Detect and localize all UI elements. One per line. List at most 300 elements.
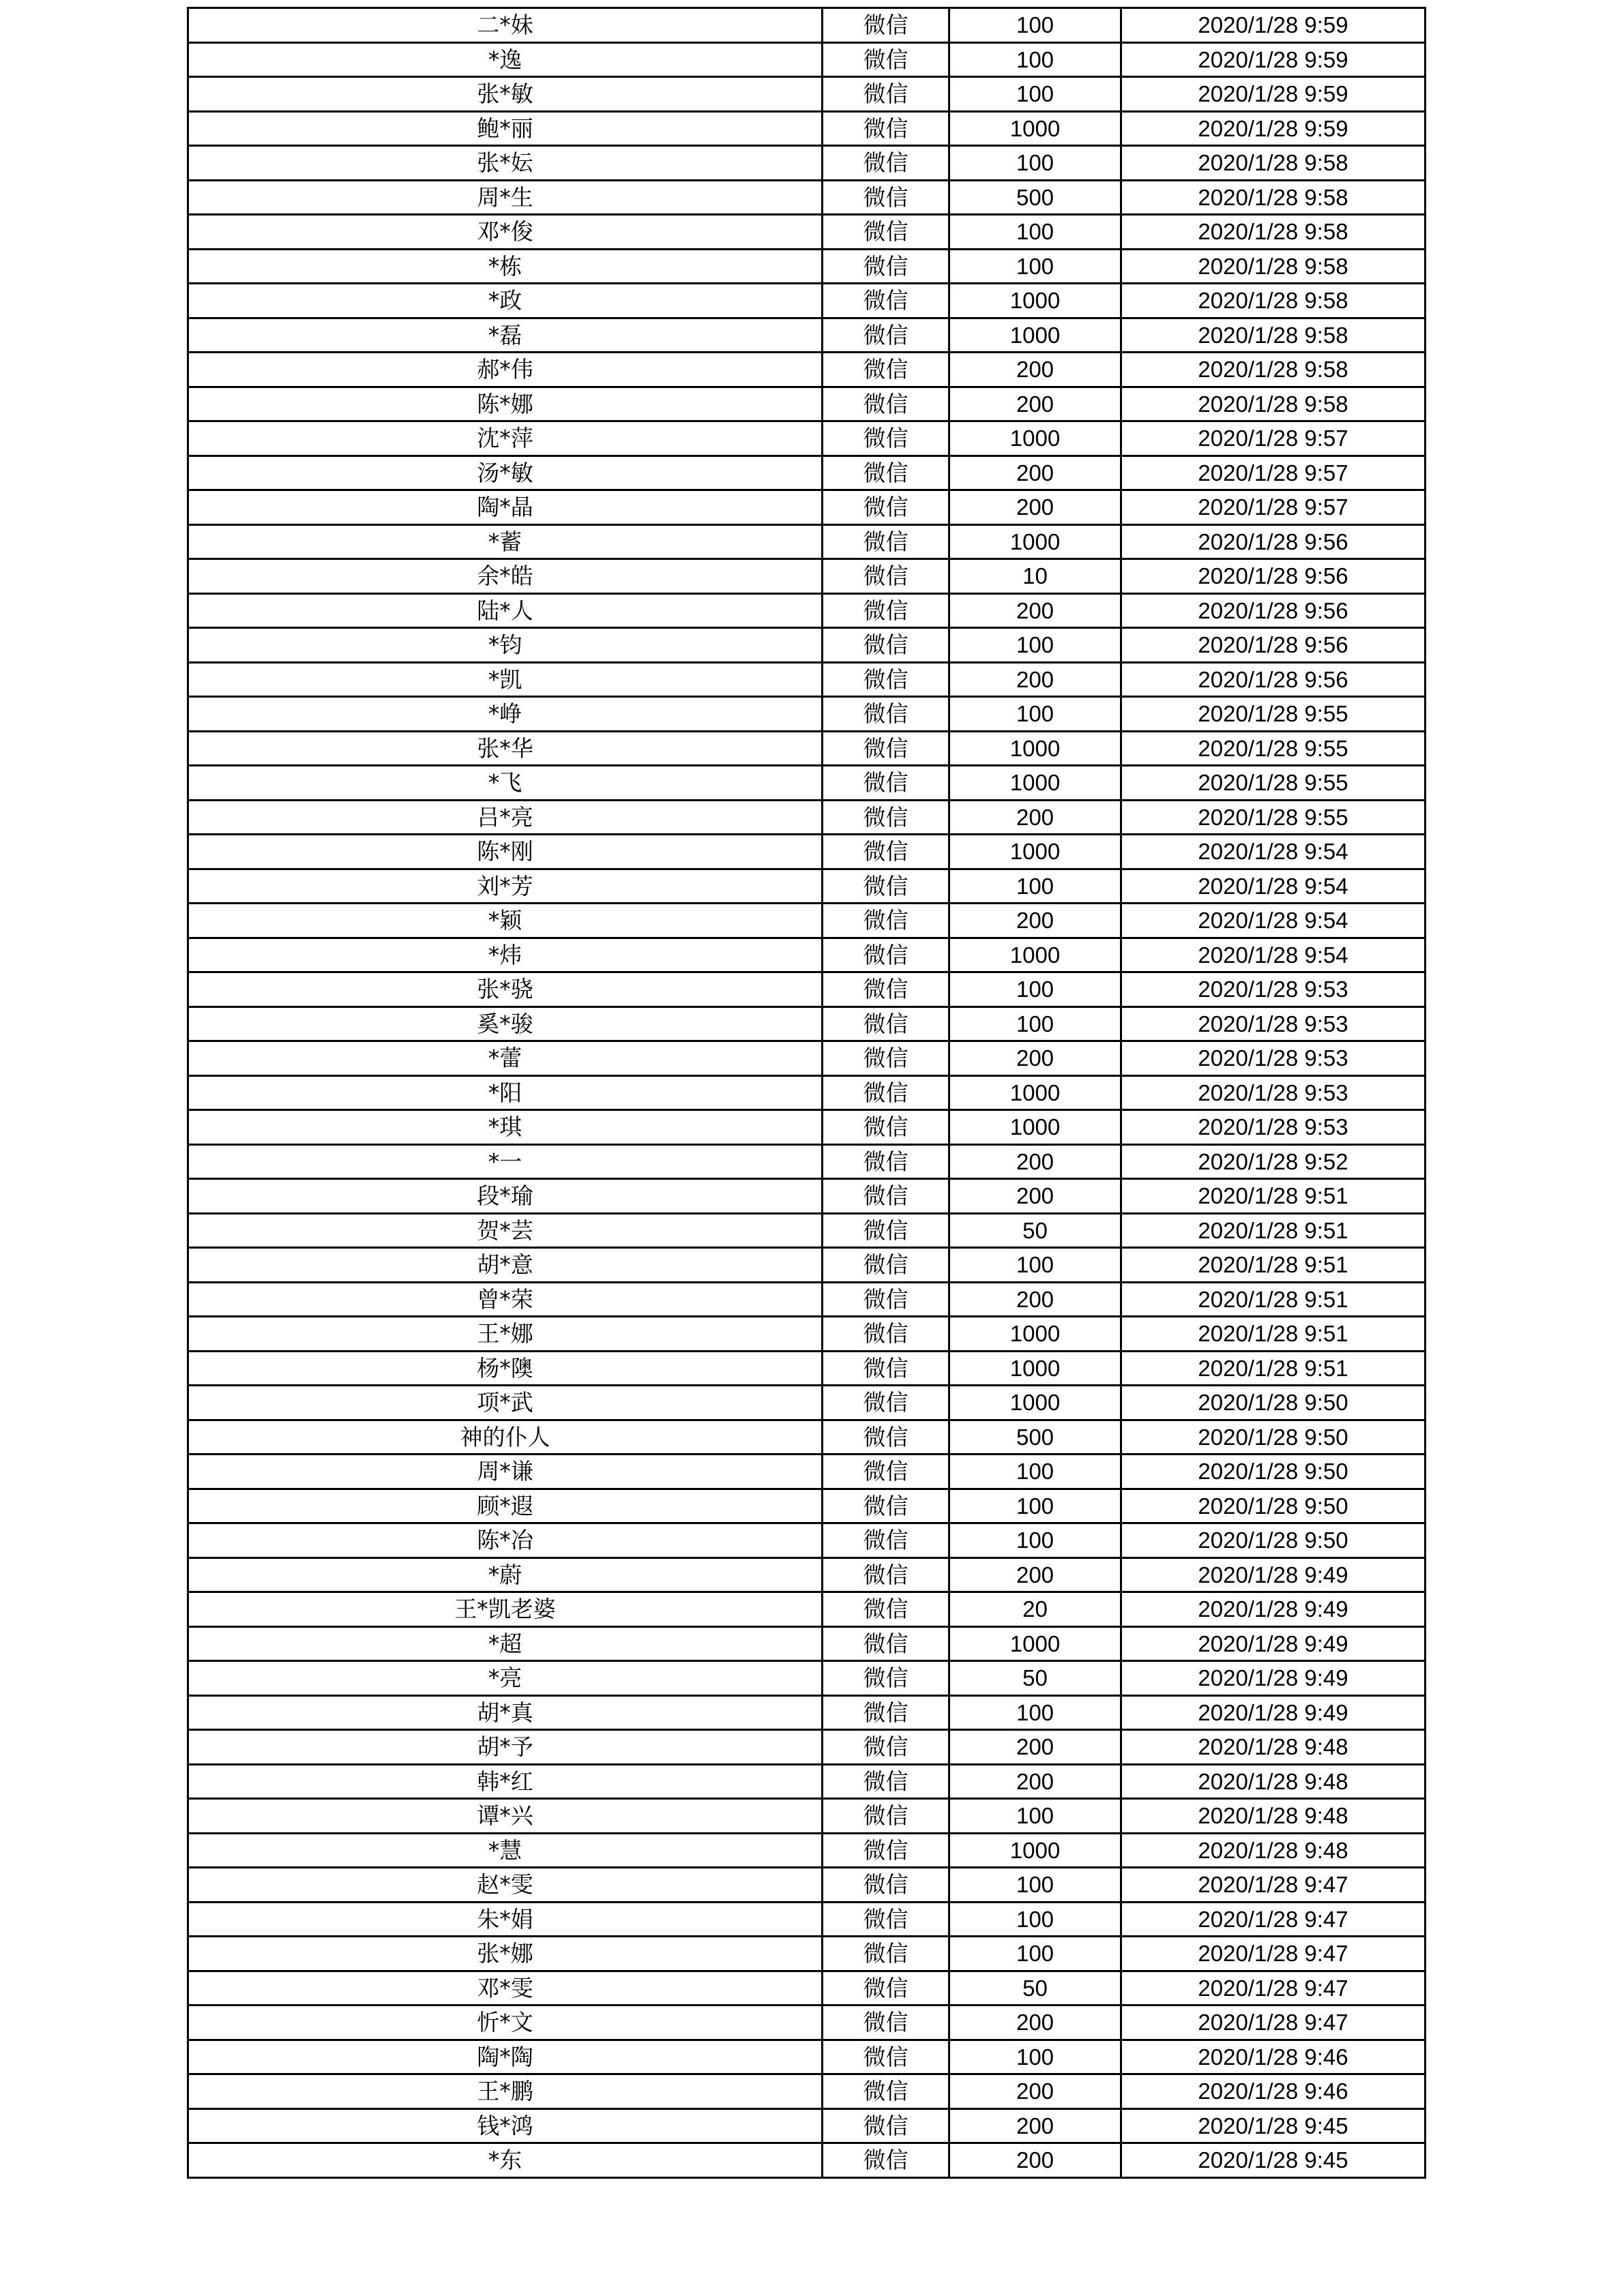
donor-name-cell: 郝*伟 bbox=[188, 353, 823, 387]
table-row bbox=[188, 1937, 1426, 1971]
table-row bbox=[188, 1730, 1426, 1765]
timestamp-cell: 2020/1/28 9:51 bbox=[1121, 1213, 1426, 1248]
timestamp-cell: 2020/1/28 9:54 bbox=[1121, 835, 1426, 869]
donor-name-cell: *颖 bbox=[188, 904, 823, 938]
table-row bbox=[188, 2143, 1426, 2178]
table-row bbox=[188, 524, 1426, 559]
donor-name-cell: 钱*鸿 bbox=[188, 2108, 823, 2143]
table-row bbox=[188, 111, 1426, 146]
timestamp-cell: 2020/1/28 9:58 bbox=[1121, 249, 1426, 284]
donor-name-cell: *栋 bbox=[188, 249, 823, 284]
timestamp-cell: 2020/1/28 9:57 bbox=[1121, 421, 1426, 456]
table-row bbox=[188, 318, 1426, 353]
timestamp-cell: 2020/1/28 9:58 bbox=[1121, 387, 1426, 421]
payment-method-cell: 微信 bbox=[823, 1075, 949, 1110]
amount-cell: 100 bbox=[949, 1695, 1121, 1730]
amount-cell: 200 bbox=[949, 1041, 1121, 1076]
payment-method-cell: 微信 bbox=[823, 1833, 949, 1868]
payment-method-cell: 微信 bbox=[823, 904, 949, 938]
table-row bbox=[188, 559, 1426, 594]
amount-cell: 1000 bbox=[949, 1833, 1121, 1868]
amount-cell: 50 bbox=[949, 1661, 1121, 1696]
amount-cell: 1000 bbox=[949, 1626, 1121, 1661]
timestamp-cell: 2020/1/28 9:49 bbox=[1121, 1557, 1426, 1592]
table-row bbox=[188, 42, 1426, 77]
table-row bbox=[188, 800, 1426, 835]
donor-name-cell: *慧 bbox=[188, 1833, 823, 1868]
timestamp-cell: 2020/1/28 9:49 bbox=[1121, 1661, 1426, 1696]
donor-name-cell: *阳 bbox=[188, 1075, 823, 1110]
payment-method-cell: 微信 bbox=[823, 2143, 949, 2178]
table-row bbox=[188, 284, 1426, 318]
timestamp-cell: 2020/1/28 9:54 bbox=[1121, 904, 1426, 938]
payment-method-cell: 微信 bbox=[823, 1971, 949, 2006]
timestamp-cell: 2020/1/28 9:56 bbox=[1121, 628, 1426, 663]
amount-cell: 200 bbox=[949, 800, 1121, 835]
amount-cell: 100 bbox=[949, 42, 1121, 77]
payment-method-cell: 微信 bbox=[823, 835, 949, 869]
donor-name-cell: 段*瑜 bbox=[188, 1179, 823, 1214]
donor-name-cell: *超 bbox=[188, 1626, 823, 1661]
timestamp-cell: 2020/1/28 9:58 bbox=[1121, 318, 1426, 353]
payment-method-cell: 微信 bbox=[823, 1248, 949, 1283]
table-row bbox=[188, 387, 1426, 421]
payment-method-cell: 微信 bbox=[823, 1523, 949, 1558]
donor-name-cell: 神的仆人 bbox=[188, 1420, 823, 1455]
donor-name-cell: *琪 bbox=[188, 1110, 823, 1145]
amount-cell: 200 bbox=[949, 1730, 1121, 1765]
amount-cell: 100 bbox=[949, 2040, 1121, 2074]
payment-method-cell: 微信 bbox=[823, 628, 949, 663]
payment-method-cell: 微信 bbox=[823, 146, 949, 181]
table-row bbox=[188, 180, 1426, 215]
table-row bbox=[188, 904, 1426, 938]
payment-method-cell: 微信 bbox=[823, 1351, 949, 1386]
amount-cell: 1000 bbox=[949, 835, 1121, 869]
payment-method-cell: 微信 bbox=[823, 353, 949, 387]
amount-cell: 100 bbox=[949, 146, 1121, 181]
donor-name-cell: 王*鹏 bbox=[188, 2074, 823, 2109]
timestamp-cell: 2020/1/28 9:47 bbox=[1121, 1902, 1426, 1937]
donor-name-cell: 余*皓 bbox=[188, 559, 823, 594]
timestamp-cell: 2020/1/28 9:55 bbox=[1121, 766, 1426, 801]
amount-cell: 200 bbox=[949, 1557, 1121, 1592]
timestamp-cell: 2020/1/28 9:55 bbox=[1121, 800, 1426, 835]
payment-method-cell: 微信 bbox=[823, 2108, 949, 2143]
donor-name-cell: 陈*冶 bbox=[188, 1523, 823, 1558]
donor-name-cell: 王*娜 bbox=[188, 1317, 823, 1352]
timestamp-cell: 2020/1/28 9:47 bbox=[1121, 1937, 1426, 1971]
timestamp-cell: 2020/1/28 9:51 bbox=[1121, 1179, 1426, 1214]
timestamp-cell: 2020/1/28 9:53 bbox=[1121, 1041, 1426, 1076]
amount-cell: 200 bbox=[949, 1764, 1121, 1799]
timestamp-cell: 2020/1/28 9:59 bbox=[1121, 77, 1426, 112]
timestamp-cell: 2020/1/28 9:49 bbox=[1121, 1592, 1426, 1627]
payment-method-cell: 微信 bbox=[823, 2006, 949, 2040]
timestamp-cell: 2020/1/28 9:57 bbox=[1121, 456, 1426, 490]
timestamp-cell: 2020/1/28 9:48 bbox=[1121, 1833, 1426, 1868]
table-row bbox=[188, 2006, 1426, 2040]
amount-cell: 100 bbox=[949, 1902, 1121, 1937]
timestamp-cell: 2020/1/28 9:46 bbox=[1121, 2074, 1426, 2109]
donor-name-cell: 周*生 bbox=[188, 180, 823, 215]
table-row bbox=[188, 1799, 1426, 1834]
payment-method-cell: 微信 bbox=[823, 1489, 949, 1523]
timestamp-cell: 2020/1/28 9:50 bbox=[1121, 1523, 1426, 1558]
timestamp-cell: 2020/1/28 9:58 bbox=[1121, 146, 1426, 181]
amount-cell: 100 bbox=[949, 1868, 1121, 1903]
table-row bbox=[188, 77, 1426, 112]
donor-name-cell: 陶*晶 bbox=[188, 490, 823, 525]
table-row bbox=[188, 1833, 1426, 1868]
donor-name-cell: 胡*真 bbox=[188, 1695, 823, 1730]
donor-name-cell: *蓄 bbox=[188, 524, 823, 559]
timestamp-cell: 2020/1/28 9:58 bbox=[1121, 215, 1426, 250]
payment-method-cell: 微信 bbox=[823, 2074, 949, 2109]
table-row bbox=[188, 1523, 1426, 1558]
payment-method-cell: 微信 bbox=[823, 456, 949, 490]
table-row bbox=[188, 8, 1426, 43]
timestamp-cell: 2020/1/28 9:50 bbox=[1121, 1455, 1426, 1489]
amount-cell: 1000 bbox=[949, 318, 1121, 353]
payment-method-cell: 微信 bbox=[823, 2040, 949, 2074]
donor-name-cell: 曾*荣 bbox=[188, 1282, 823, 1317]
payment-method-cell: 微信 bbox=[823, 1420, 949, 1455]
donor-name-cell: 忻*文 bbox=[188, 2006, 823, 2040]
donor-name-cell: 朱*娟 bbox=[188, 1902, 823, 1937]
donor-name-cell: *亮 bbox=[188, 1661, 823, 1696]
payment-method-cell: 微信 bbox=[823, 938, 949, 972]
payment-method-cell: 微信 bbox=[823, 1592, 949, 1627]
amount-cell: 1000 bbox=[949, 766, 1121, 801]
timestamp-cell: 2020/1/28 9:45 bbox=[1121, 2143, 1426, 2178]
payment-method-cell: 微信 bbox=[823, 1213, 949, 1248]
payment-method-cell: 微信 bbox=[823, 42, 949, 77]
timestamp-cell: 2020/1/28 9:53 bbox=[1121, 1075, 1426, 1110]
timestamp-cell: 2020/1/28 9:58 bbox=[1121, 353, 1426, 387]
timestamp-cell: 2020/1/28 9:48 bbox=[1121, 1730, 1426, 1765]
table-row bbox=[188, 1041, 1426, 1076]
amount-cell: 100 bbox=[949, 249, 1121, 284]
amount-cell: 200 bbox=[949, 456, 1121, 490]
table-row bbox=[188, 835, 1426, 869]
payment-method-cell: 微信 bbox=[823, 1902, 949, 1937]
payment-method-cell: 微信 bbox=[823, 1110, 949, 1145]
timestamp-cell: 2020/1/28 9:51 bbox=[1121, 1317, 1426, 1352]
donor-name-cell: *蔚 bbox=[188, 1557, 823, 1592]
timestamp-cell: 2020/1/28 9:55 bbox=[1121, 697, 1426, 732]
table-row bbox=[188, 1317, 1426, 1352]
donor-name-cell: 陈*娜 bbox=[188, 387, 823, 421]
table-row bbox=[188, 1489, 1426, 1523]
table-row bbox=[188, 869, 1426, 904]
donor-name-cell: *政 bbox=[188, 284, 823, 318]
amount-cell: 200 bbox=[949, 387, 1121, 421]
table-row bbox=[188, 1592, 1426, 1627]
payment-method-cell: 微信 bbox=[823, 1007, 949, 1041]
donor-name-cell: *磊 bbox=[188, 318, 823, 353]
table-row bbox=[188, 1971, 1426, 2006]
table-row bbox=[188, 1179, 1426, 1214]
donor-name-cell: 张*娜 bbox=[188, 1937, 823, 1971]
table-row bbox=[188, 697, 1426, 732]
payment-method-cell: 微信 bbox=[823, 972, 949, 1007]
donor-name-cell: 刘*芳 bbox=[188, 869, 823, 904]
amount-cell: 1000 bbox=[949, 1351, 1121, 1386]
timestamp-cell: 2020/1/28 9:56 bbox=[1121, 559, 1426, 594]
amount-cell: 1000 bbox=[949, 731, 1121, 766]
timestamp-cell: 2020/1/28 9:46 bbox=[1121, 2040, 1426, 2074]
amount-cell: 1000 bbox=[949, 524, 1121, 559]
payment-method-cell: 微信 bbox=[823, 249, 949, 284]
amount-cell: 200 bbox=[949, 2143, 1121, 2178]
donor-name-cell: 张*敏 bbox=[188, 77, 823, 112]
timestamp-cell: 2020/1/28 9:50 bbox=[1121, 1489, 1426, 1523]
timestamp-cell: 2020/1/28 9:48 bbox=[1121, 1799, 1426, 1834]
amount-cell: 1000 bbox=[949, 1317, 1121, 1352]
donor-name-cell: *钧 bbox=[188, 628, 823, 663]
timestamp-cell: 2020/1/28 9:56 bbox=[1121, 524, 1426, 559]
table-row bbox=[188, 1695, 1426, 1730]
timestamp-cell: 2020/1/28 9:59 bbox=[1121, 42, 1426, 77]
donor-name-cell: 吕*亮 bbox=[188, 800, 823, 835]
amount-cell: 100 bbox=[949, 1523, 1121, 1558]
timestamp-cell: 2020/1/28 9:58 bbox=[1121, 284, 1426, 318]
amount-cell: 200 bbox=[949, 2006, 1121, 2040]
amount-cell: 1000 bbox=[949, 938, 1121, 972]
amount-cell: 100 bbox=[949, 1248, 1121, 1283]
payment-method-cell: 微信 bbox=[823, 593, 949, 628]
timestamp-cell: 2020/1/28 9:59 bbox=[1121, 111, 1426, 146]
amount-cell: 100 bbox=[949, 1489, 1121, 1523]
timestamp-cell: 2020/1/28 9:48 bbox=[1121, 1764, 1426, 1799]
timestamp-cell: 2020/1/28 9:55 bbox=[1121, 731, 1426, 766]
table-row bbox=[188, 1557, 1426, 1592]
timestamp-cell: 2020/1/28 9:50 bbox=[1121, 1420, 1426, 1455]
amount-cell: 100 bbox=[949, 77, 1121, 112]
table-row bbox=[188, 1351, 1426, 1386]
table-row bbox=[188, 662, 1426, 697]
amount-cell: 100 bbox=[949, 1799, 1121, 1834]
table-row bbox=[188, 1213, 1426, 1248]
donor-name-cell: *凯 bbox=[188, 662, 823, 697]
timestamp-cell: 2020/1/28 9:51 bbox=[1121, 1248, 1426, 1283]
payment-method-cell: 微信 bbox=[823, 662, 949, 697]
amount-cell: 500 bbox=[949, 180, 1121, 215]
amount-cell: 200 bbox=[949, 353, 1121, 387]
table-row bbox=[188, 1144, 1426, 1179]
donor-name-cell: *蕾 bbox=[188, 1041, 823, 1076]
donor-name-cell: 张*华 bbox=[188, 731, 823, 766]
donor-name-cell: 汤*敏 bbox=[188, 456, 823, 490]
timestamp-cell: 2020/1/28 9:52 bbox=[1121, 1144, 1426, 1179]
payment-method-cell: 微信 bbox=[823, 1764, 949, 1799]
donor-name-cell: 奚*骏 bbox=[188, 1007, 823, 1041]
table-row bbox=[188, 1386, 1426, 1420]
table-row bbox=[188, 1626, 1426, 1661]
payment-method-cell: 微信 bbox=[823, 1557, 949, 1592]
timestamp-cell: 2020/1/28 9:49 bbox=[1121, 1695, 1426, 1730]
donor-name-cell: 顾*遐 bbox=[188, 1489, 823, 1523]
amount-cell: 1000 bbox=[949, 284, 1121, 318]
donor-name-cell: *峥 bbox=[188, 697, 823, 732]
table-row bbox=[188, 421, 1426, 456]
payment-method-cell: 微信 bbox=[823, 1282, 949, 1317]
donor-name-cell: 谭*兴 bbox=[188, 1799, 823, 1834]
amount-cell: 1000 bbox=[949, 421, 1121, 456]
donor-name-cell: 王*凯老婆 bbox=[188, 1592, 823, 1627]
amount-cell: 100 bbox=[949, 972, 1121, 1007]
amount-cell: 200 bbox=[949, 2108, 1121, 2143]
donor-name-cell: 项*武 bbox=[188, 1386, 823, 1420]
timestamp-cell: 2020/1/28 9:53 bbox=[1121, 1110, 1426, 1145]
table-row bbox=[188, 1661, 1426, 1696]
payment-method-cell: 微信 bbox=[823, 180, 949, 215]
amount-cell: 100 bbox=[949, 1455, 1121, 1489]
table-row bbox=[188, 1420, 1426, 1455]
table-row bbox=[188, 2040, 1426, 2074]
amount-cell: 20 bbox=[949, 1592, 1121, 1627]
payment-method-cell: 微信 bbox=[823, 1626, 949, 1661]
payment-method-cell: 微信 bbox=[823, 1868, 949, 1903]
donor-name-cell: 邓*雯 bbox=[188, 1971, 823, 2006]
payment-method-cell: 微信 bbox=[823, 869, 949, 904]
donor-name-cell: 贺*芸 bbox=[188, 1213, 823, 1248]
timestamp-cell: 2020/1/28 9:47 bbox=[1121, 2006, 1426, 2040]
payment-method-cell: 微信 bbox=[823, 8, 949, 43]
donor-name-cell: 张*妘 bbox=[188, 146, 823, 181]
table-row bbox=[188, 1110, 1426, 1145]
donor-name-cell: *飞 bbox=[188, 766, 823, 801]
donor-name-cell: *东 bbox=[188, 2143, 823, 2178]
payment-method-cell: 微信 bbox=[823, 1661, 949, 1696]
timestamp-cell: 2020/1/28 9:45 bbox=[1121, 2108, 1426, 2143]
payment-method-cell: 微信 bbox=[823, 1386, 949, 1420]
payment-method-cell: 微信 bbox=[823, 490, 949, 525]
payment-method-cell: 微信 bbox=[823, 1144, 949, 1179]
payment-method-cell: 微信 bbox=[823, 77, 949, 112]
amount-cell: 200 bbox=[949, 1282, 1121, 1317]
amount-cell: 200 bbox=[949, 662, 1121, 697]
timestamp-cell: 2020/1/28 9:51 bbox=[1121, 1282, 1426, 1317]
amount-cell: 100 bbox=[949, 697, 1121, 732]
table-row bbox=[188, 2074, 1426, 2109]
payment-method-cell: 微信 bbox=[823, 800, 949, 835]
donor-name-cell: *炜 bbox=[188, 938, 823, 972]
timestamp-cell: 2020/1/28 9:54 bbox=[1121, 938, 1426, 972]
amount-cell: 1000 bbox=[949, 1386, 1121, 1420]
donor-name-cell: 陶*陶 bbox=[188, 2040, 823, 2074]
payment-method-cell: 微信 bbox=[823, 1695, 949, 1730]
payment-method-cell: 微信 bbox=[823, 697, 949, 732]
payment-method-cell: 微信 bbox=[823, 1317, 949, 1352]
donor-name-cell: 周*谦 bbox=[188, 1455, 823, 1489]
table-row bbox=[188, 1455, 1426, 1489]
table-row bbox=[188, 972, 1426, 1007]
donor-name-cell: 邓*俊 bbox=[188, 215, 823, 250]
amount-cell: 1000 bbox=[949, 111, 1121, 146]
timestamp-cell: 2020/1/28 9:57 bbox=[1121, 490, 1426, 525]
donor-name-cell: 二*妹 bbox=[188, 8, 823, 43]
donor-name-cell: 张*骁 bbox=[188, 972, 823, 1007]
timestamp-cell: 2020/1/28 9:59 bbox=[1121, 8, 1426, 43]
timestamp-cell: 2020/1/28 9:47 bbox=[1121, 1868, 1426, 1903]
payment-method-cell: 微信 bbox=[823, 559, 949, 594]
table-row bbox=[188, 1007, 1426, 1041]
payment-method-cell: 微信 bbox=[823, 284, 949, 318]
timestamp-cell: 2020/1/28 9:51 bbox=[1121, 1351, 1426, 1386]
table-row bbox=[188, 593, 1426, 628]
amount-cell: 100 bbox=[949, 215, 1121, 250]
donor-name-cell: 沈*萍 bbox=[188, 421, 823, 456]
payment-method-cell: 微信 bbox=[823, 387, 949, 421]
payment-method-cell: 微信 bbox=[823, 318, 949, 353]
timestamp-cell: 2020/1/28 9:50 bbox=[1121, 1386, 1426, 1420]
payment-method-cell: 微信 bbox=[823, 421, 949, 456]
amount-cell: 500 bbox=[949, 1420, 1121, 1455]
table-row bbox=[188, 1282, 1426, 1317]
table-row bbox=[188, 731, 1426, 766]
amount-cell: 50 bbox=[949, 1213, 1121, 1248]
payment-method-cell: 微信 bbox=[823, 111, 949, 146]
timestamp-cell: 2020/1/28 9:56 bbox=[1121, 593, 1426, 628]
timestamp-cell: 2020/1/28 9:58 bbox=[1121, 180, 1426, 215]
payment-method-cell: 微信 bbox=[823, 1455, 949, 1489]
amount-cell: 200 bbox=[949, 904, 1121, 938]
amount-cell: 10 bbox=[949, 559, 1121, 594]
donor-name-cell: 胡*予 bbox=[188, 1730, 823, 1765]
donor-name-cell: 胡*意 bbox=[188, 1248, 823, 1283]
donor-name-cell: 陈*刚 bbox=[188, 835, 823, 869]
amount-cell: 100 bbox=[949, 8, 1121, 43]
table-row bbox=[188, 456, 1426, 490]
timestamp-cell: 2020/1/28 9:49 bbox=[1121, 1626, 1426, 1661]
timestamp-cell: 2020/1/28 9:47 bbox=[1121, 1971, 1426, 2006]
table-row bbox=[188, 146, 1426, 181]
amount-cell: 200 bbox=[949, 490, 1121, 525]
timestamp-cell: 2020/1/28 9:56 bbox=[1121, 662, 1426, 697]
payment-method-cell: 微信 bbox=[823, 215, 949, 250]
amount-cell: 1000 bbox=[949, 1075, 1121, 1110]
payment-method-cell: 微信 bbox=[823, 731, 949, 766]
table-row bbox=[188, 2108, 1426, 2143]
table-row bbox=[188, 215, 1426, 250]
amount-cell: 100 bbox=[949, 628, 1121, 663]
amount-cell: 200 bbox=[949, 2074, 1121, 2109]
payment-method-cell: 微信 bbox=[823, 1041, 949, 1076]
donor-name-cell: 陆*人 bbox=[188, 593, 823, 628]
timestamp-cell: 2020/1/28 9:53 bbox=[1121, 1007, 1426, 1041]
amount-cell: 100 bbox=[949, 1937, 1121, 1971]
table-row bbox=[188, 1075, 1426, 1110]
payment-method-cell: 微信 bbox=[823, 1937, 949, 1971]
payment-method-cell: 微信 bbox=[823, 1730, 949, 1765]
table-row bbox=[188, 249, 1426, 284]
table-row bbox=[188, 1248, 1426, 1283]
donor-name-cell: 赵*雯 bbox=[188, 1868, 823, 1903]
timestamp-cell: 2020/1/28 9:53 bbox=[1121, 972, 1426, 1007]
donor-name-cell: 鲍*丽 bbox=[188, 111, 823, 146]
donation-table bbox=[187, 7, 1426, 2179]
amount-cell: 50 bbox=[949, 1971, 1121, 2006]
amount-cell: 200 bbox=[949, 1179, 1121, 1214]
table-row bbox=[188, 1764, 1426, 1799]
payment-method-cell: 微信 bbox=[823, 766, 949, 801]
table-row bbox=[188, 1868, 1426, 1903]
payment-method-cell: 微信 bbox=[823, 524, 949, 559]
payment-method-cell: 微信 bbox=[823, 1799, 949, 1834]
payment-method-cell: 微信 bbox=[823, 1179, 949, 1214]
